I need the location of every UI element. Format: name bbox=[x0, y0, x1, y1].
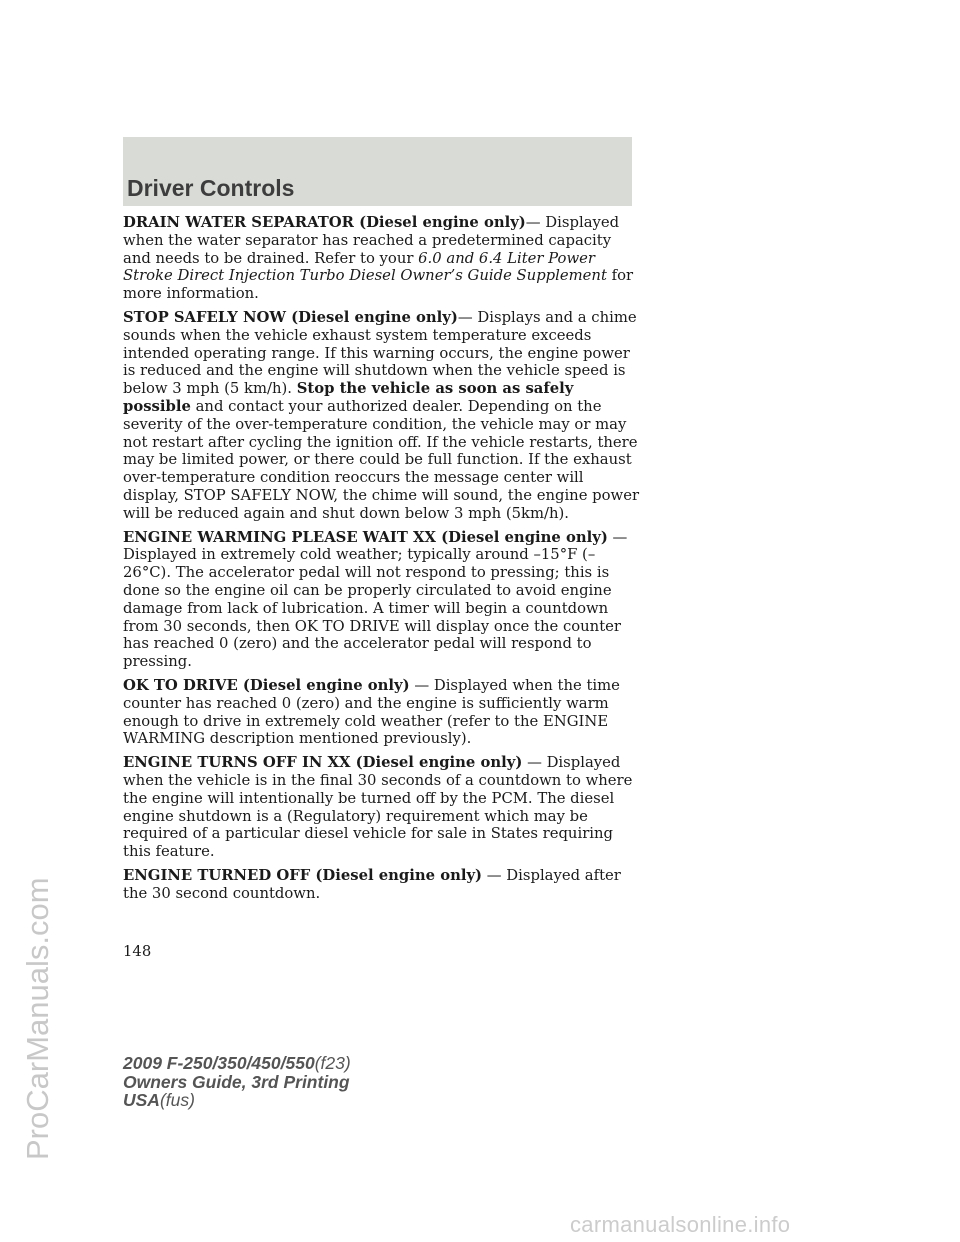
entry-text: — Displayed when the time counter has reached 0 (zero) and the engine is sufficiently warm enough to drive in extremely cold weather (refer to the ENGINE WARMING description mentioned previously). bbox=[123, 676, 620, 748]
entry-heading: STOP SAFELY NOW (Diesel engine only) bbox=[123, 308, 458, 326]
footer-model-code: (f23) bbox=[314, 1053, 351, 1073]
bottom-watermark: carmanualsonline.info bbox=[570, 1212, 791, 1237]
entry-text: — Displayed when the water separator has reached a predetermined capacity and needs to be drained. Refer to your bbox=[123, 214, 620, 267]
footer bbox=[123, 1054, 351, 1110]
page-number: 148 bbox=[123, 943, 152, 960]
footer-guide: Owners Guide, 3rd Printing bbox=[123, 1071, 350, 1092]
entry-engine-turned-off bbox=[123, 867, 643, 903]
entry-text: — Displayed in extremely cold weather; typically around –15°F (–26°C). The accelerator pedal will not respond to pressing; this is done so the engine oil can be properly circulated to avoid engine damage from lack of lubrication. A timer will begin a countdown from 30 seconds, then OK TO DRIVE will display once the counter has reached 0 (zero) and the accelerator pedal will respond to pressing. bbox=[123, 528, 628, 671]
footer-line-market bbox=[123, 1091, 351, 1110]
side-watermark bbox=[0, 0, 60, 1242]
section-title: Driver Controls bbox=[127, 175, 295, 201]
body-text bbox=[123, 214, 643, 908]
entry-drain-water-separator bbox=[123, 214, 643, 303]
entry-text: for more information. bbox=[123, 267, 634, 303]
entry-text: — Displayed after the 30 second countdown. bbox=[123, 866, 621, 902]
entry-heading: ENGINE TURNED OFF (Diesel engine only) bbox=[123, 866, 483, 884]
entry-text: and contact your authorized dealer. Depending on the severity of the over-temperature condition, the vehicle may or may not restart after cycling the ignition off. If the vehicle restarts, there may be limited power, or there could be full function. If the exhaust over-temperature condition reoccurs the message center will display, STOP SAFELY NOW, the chime will sound, the engine power will be reduced again and shut down below 3 mph (5km/h). bbox=[123, 397, 640, 522]
entry-heading: ENGINE TURNS OFF IN XX (Diesel engine only) bbox=[123, 754, 523, 772]
section-header-band bbox=[123, 137, 632, 206]
entry-stop-safely-now bbox=[123, 309, 643, 523]
entry-text: — Displayed when the vehicle is in the final 30 seconds of a countdown to where the engine will intentionally be turned off by the PCM. The diesel engine shutdown is a (Regulatory) requirement which may be required of a particular diesel vehicle for sale in States requiring this feature. bbox=[123, 754, 633, 861]
entry-heading: ENGINE WARMING PLEASE WAIT XX (Diesel engine only) bbox=[123, 528, 608, 546]
entry-strong: Stop the vehicle as soon as safely possible bbox=[123, 380, 574, 415]
footer-market-code: (fus) bbox=[159, 1090, 195, 1110]
entry-heading: OK TO DRIVE (Diesel engine only) bbox=[123, 676, 410, 694]
side-watermark-text: ProCarManuals.com bbox=[20, 877, 55, 1160]
footer-market: USA bbox=[123, 1090, 160, 1110]
entry-engine-turns-off bbox=[123, 754, 643, 861]
entry-emphasis: 6.0 and 6.4 Liter Power Stroke Direct Injection Turbo Diesel Owner’s Guide Supplement bbox=[123, 249, 607, 285]
entry-engine-warming bbox=[123, 529, 643, 671]
entry-heading: DRAIN WATER SEPARATOR (Diesel engine only) bbox=[123, 214, 526, 231]
entry-text: — Displays and a chime sounds when the vehicle exhaust system temperature exceeds intended operating range. If this warning occurs, the engine power is reduced and the engine will shutdown when the vehicle speed is below 3 mph (5 km/h). bbox=[123, 308, 637, 398]
footer-line-model bbox=[123, 1054, 351, 1073]
footer-model: 2009 F-250/350/450/550 bbox=[123, 1053, 315, 1073]
entry-ok-to-drive bbox=[123, 677, 643, 748]
